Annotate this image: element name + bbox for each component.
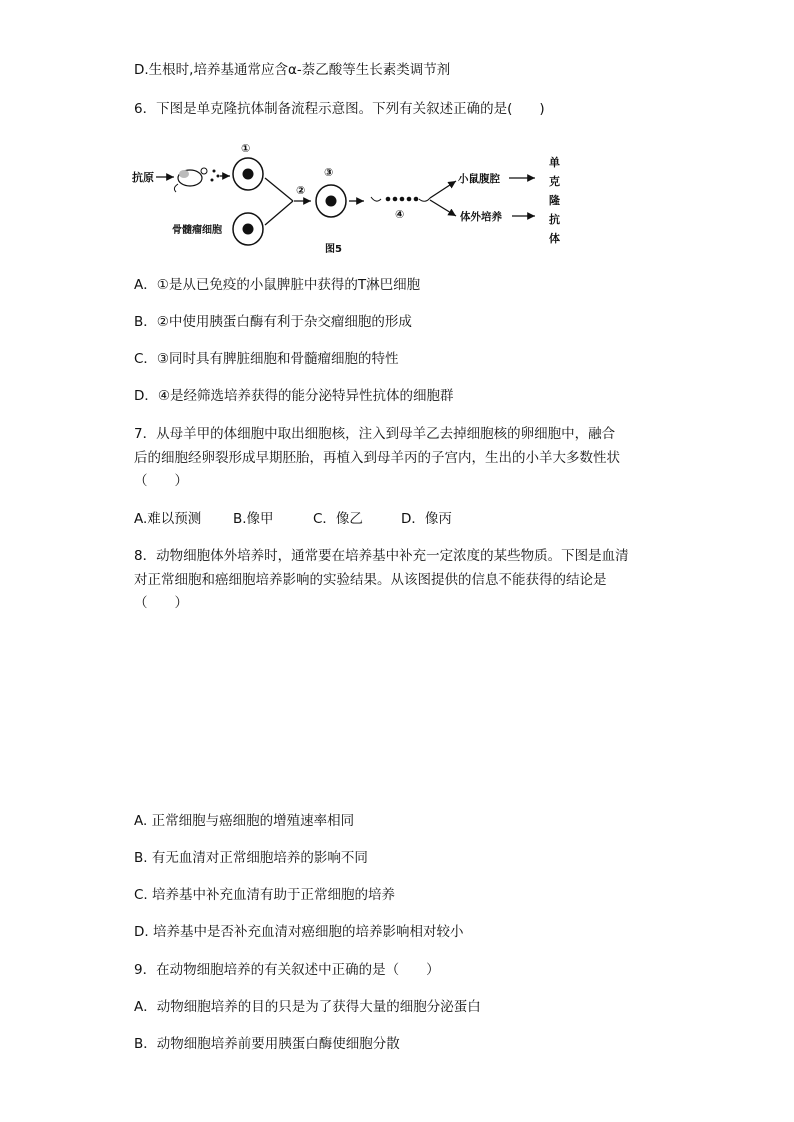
- q7-option-c: C．像乙: [313, 511, 363, 527]
- marker-4: ④: [395, 208, 405, 221]
- cell-particles-icon: [211, 170, 220, 182]
- result-char-2: 克: [549, 175, 560, 188]
- q7-option-b: B.像甲: [233, 511, 274, 527]
- marker-1: ①: [241, 142, 251, 155]
- spleen-cell-1: [233, 158, 263, 190]
- question-8-stem-line-1: 8．动物细胞体外培养时，通常要在培养基中补充一定浓度的某些物质。下图是血清: [134, 548, 629, 564]
- q7-option-a: A.难以预测: [134, 511, 202, 527]
- cell-group-4: [371, 197, 430, 202]
- q9-option-a: A．动物细胞培养的目的只是为了获得大量的细胞分泌蛋白: [134, 999, 481, 1015]
- q8-option-b: B. 有无血清对正常细胞培养的影响不同: [134, 850, 368, 866]
- q7-option-d: D．像丙: [401, 511, 452, 527]
- mouse-icon: [174, 168, 207, 192]
- fusion-line-bottom: [265, 201, 293, 225]
- question-7-stem-line-2: 后的细胞经卵裂形成早期胚胎，再植入到母羊丙的子宫内，生出的小羊大多数性状: [134, 450, 620, 466]
- q6-option-c: C．③同时具有脾脏细胞和骨髓瘤细胞的特性: [134, 351, 399, 367]
- split-line-up: [430, 181, 456, 198]
- result-char-1: 单: [549, 156, 560, 169]
- question-8-stem-line-3: （ ）: [134, 595, 188, 611]
- invitro-label: 体外培养: [460, 211, 502, 223]
- figure-caption: 图5: [325, 244, 342, 255]
- mouse-cavity-label: 小鼠腹腔: [458, 173, 500, 185]
- q9-option-b: B．动物细胞培养前要用胰蛋白酶使细胞分散: [134, 1036, 400, 1052]
- result-char-5: 体: [549, 232, 560, 245]
- question-6-stem: 6．下图是单克隆抗体制备流程示意图。下列有关叙述正确的是( ): [134, 101, 545, 117]
- marker-3: ③: [324, 166, 334, 179]
- question-7-stem-line-3: （ ）: [134, 473, 188, 489]
- myeloma-label: 骨髓瘤细胞: [172, 225, 222, 236]
- question-7-stem-line-1: 7．从母羊甲的体细胞中取出细胞核，注入到母羊乙去掉细胞核的卵细胞中，融合: [134, 426, 616, 442]
- question-8-stem-line-2: 对正常细胞和癌细胞培养影响的实验结果。从该图提供的信息不能获得的结论是: [134, 572, 607, 588]
- q8-option-d: D. 培养基中是否补充血清对癌细胞的培养影响相对较小: [134, 924, 464, 940]
- result-char-4: 抗: [549, 213, 560, 226]
- hybridoma-cell: [316, 185, 346, 217]
- fusion-line-top: [265, 178, 293, 201]
- option-line-d-prev: D.生根时,培养基通常应含α-萘乙酸等生长素类调节剂: [134, 62, 451, 78]
- result-char-3: 隆: [549, 194, 560, 207]
- q6-option-d: D．④是经筛选培养获得的能分泌特异性抗体的细胞群: [134, 388, 454, 404]
- q6-option-a: A．①是从已免疫的小鼠脾脏中获得的T淋巴细胞: [134, 277, 421, 293]
- split-line-down: [430, 200, 456, 216]
- q8-figure-placeholder: [134, 620, 654, 800]
- q8-option-c: C. 培养基中补充血清有助于正常细胞的培养: [134, 887, 396, 903]
- monoclonal-antibody-flow-diagram: [128, 138, 568, 258]
- q7-options: [134, 509, 452, 529]
- antigen-label: 抗原: [132, 171, 154, 184]
- myeloma-cell: [233, 213, 263, 245]
- marker-2: ②: [296, 184, 306, 197]
- q6-option-b: B．②中使用胰蛋白酶有利于杂交瘤细胞的形成: [134, 314, 412, 330]
- q8-option-a: A. 正常细胞与癌细胞的增殖速率相同: [134, 813, 355, 829]
- question-9-stem: 9．在动物细胞培养的有关叙述中正确的是（ ）: [134, 962, 440, 978]
